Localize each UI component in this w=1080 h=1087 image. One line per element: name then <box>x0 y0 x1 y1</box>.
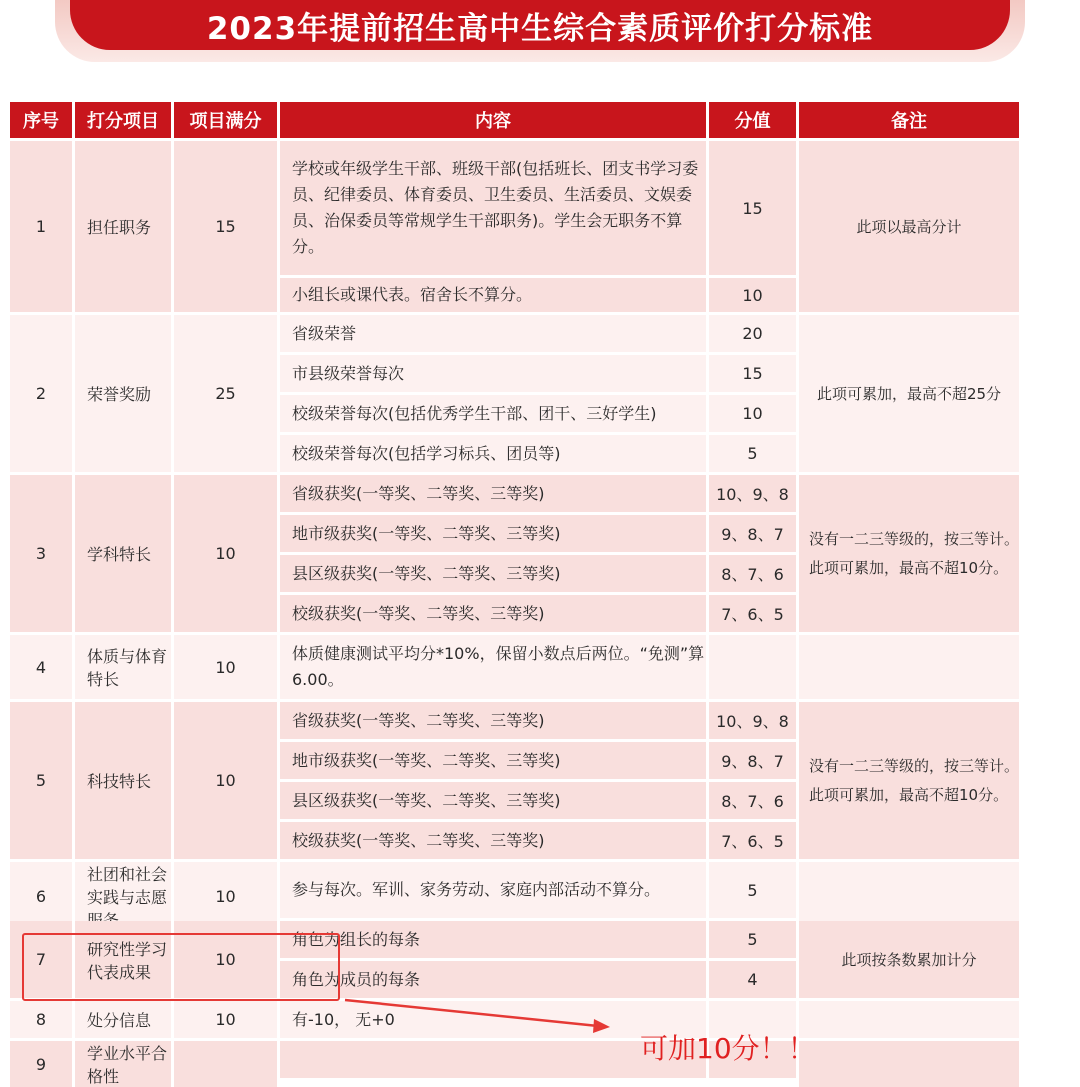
content-line: 角色为组长的每条 <box>280 921 706 958</box>
row-number: 1 <box>10 141 72 312</box>
score-value: 7、6、5 <box>709 822 796 859</box>
content-line: 县区级获奖(一等奖、二等奖、三等奖) <box>280 555 706 592</box>
row-item: 处分信息 <box>75 1001 171 1038</box>
header-note: 备注 <box>799 102 1019 138</box>
content-line: 体质健康测试平均分*10%，保留小数点后两位。“免测”算6.00。 <box>280 635 706 699</box>
row-item: 担任职务 <box>75 141 171 312</box>
row-full-score: 10 <box>174 475 277 632</box>
score-value: 9、8、7 <box>709 515 796 552</box>
header-item: 打分项目 <box>75 102 171 138</box>
score-value: 8、7、6 <box>709 782 796 819</box>
score-value: 5 <box>709 921 796 958</box>
content-line: 有-10， 无+0 <box>280 1001 706 1038</box>
header-content: 内容 <box>280 102 706 138</box>
content-line: 校级荣誉每次(包括优秀学生干部、团干、三好学生) <box>280 395 706 432</box>
row-item: 学科特长 <box>75 475 171 632</box>
row-full-score: 10 <box>174 702 277 859</box>
row-number: 5 <box>10 702 72 859</box>
score-value: 5 <box>709 862 796 918</box>
content-line: 省级获奖(一等奖、二等奖、三等奖) <box>280 702 706 739</box>
row-item: 学业水平合格性 <box>75 1041 171 1087</box>
header-full: 项目满分 <box>174 102 277 138</box>
row-full-score: 10 <box>174 1001 277 1038</box>
row-item: 社团和社会实践与志愿 <box>75 862 171 931</box>
content-line: 校级获奖(一等奖、二等奖、三等奖) <box>280 595 706 632</box>
content-line: 参与每次。军训、家务劳动、家庭内部活动不算分。 <box>280 862 706 918</box>
score-value: 5 <box>709 435 796 472</box>
score-value: 10 <box>709 395 796 432</box>
content-line: 市县级荣誉每次 <box>280 355 706 392</box>
content-line: 角色为成员的每条 <box>280 961 706 998</box>
content-line: 校级荣誉每次(包括学习标兵、团员等) <box>280 435 706 472</box>
row-full-score: 10 <box>174 862 277 931</box>
content-line: 省级获奖(一等奖、二等奖、三等奖) <box>280 475 706 512</box>
row-full-score: 25 <box>174 315 277 472</box>
score-value: 10、9、8 <box>709 702 796 739</box>
header-score: 分值 <box>709 102 796 138</box>
row-note: 没有一二三等级的，按三等计。此项可累加，最高不超10分。 <box>799 702 1019 859</box>
row-number: 4 <box>10 635 72 699</box>
score-value: 10、9、8 <box>709 475 796 512</box>
row-item: 研究性学习代表成果 <box>75 921 171 998</box>
row-number: 2 <box>10 315 72 472</box>
score-value: 10 <box>709 278 796 312</box>
row-item: 科技特长 <box>75 702 171 859</box>
content-line: 省级荣誉 <box>280 315 706 352</box>
content-line: 地市级获奖(一等奖、二等奖、三等奖) <box>280 515 706 552</box>
score-value: 4 <box>709 961 796 998</box>
score-value: 7、6、5 <box>709 595 796 632</box>
header-no: 序号 <box>10 102 72 138</box>
content-line: 地市级获奖(一等奖、二等奖、三等奖) <box>280 742 706 779</box>
row-note: 没有一二三等级的，按三等计。此项可累加，最高不超10分。 <box>799 475 1019 632</box>
content-line: 县区级获奖(一等奖、二等奖、三等奖) <box>280 782 706 819</box>
row-number: 8 <box>10 1001 72 1038</box>
content-line: 学校或年级学生干部、班级干部(包括班长、团支书学习委员、纪律委员、体育委员、卫生委员、生活委员、文娱委员、治保委员等常规学生干部职务)。学生会无职务不算分。 <box>280 141 706 275</box>
content-line: 小组长或课代表。宿舍长不算分。 <box>280 278 706 312</box>
row-note: 此项可累加，最高不超25分 <box>799 315 1019 472</box>
callout-text: 可加10分！！ <box>640 1032 816 1065</box>
row-full-score: 10 <box>174 921 277 998</box>
row-note: 此项按条数累加计分 <box>799 921 1019 998</box>
row-full-score: 15 <box>174 141 277 312</box>
page-title: 2023年提前招生高中生综合素质评价打分标准 <box>70 0 1010 50</box>
row-number: 7 <box>10 921 72 998</box>
content-line: 校级获奖(一等奖、二等奖、三等奖) <box>280 822 706 859</box>
row-full-score: 10 <box>174 635 277 699</box>
row-note: 此项以最高分计 <box>799 141 1019 312</box>
score-value: 20 <box>709 315 796 352</box>
row-number: 3 <box>10 475 72 632</box>
row-item: 体质与体育特长 <box>75 635 171 699</box>
row-number: 6 <box>10 862 72 931</box>
score-value: 15 <box>709 355 796 392</box>
score-value: 15 <box>709 141 796 275</box>
score-value: 9、8、7 <box>709 742 796 779</box>
score-value: 8、7、6 <box>709 555 796 592</box>
row-number: 9 <box>10 1041 72 1087</box>
row-item: 荣誉奖励 <box>75 315 171 472</box>
